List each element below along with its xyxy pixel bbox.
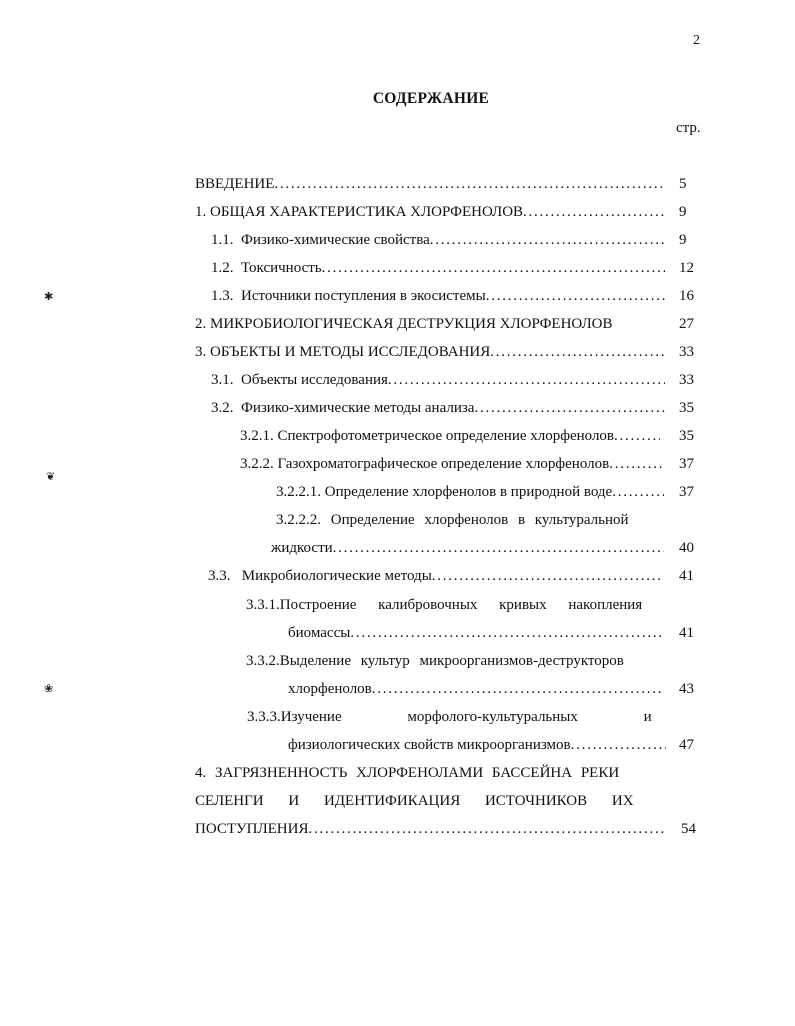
toc-entry-title: жидкости xyxy=(271,540,333,556)
toc-entry-page: 9 xyxy=(679,204,687,220)
toc-entry xyxy=(195,172,665,196)
toc-entry-title: 3.1. Объекты исследования xyxy=(211,372,388,388)
toc-entry-title: 4. ЗАГРЯЗНЕННОСТЬ ХЛОРФЕНОЛАМИ БАССЕЙНА РЕКИ xyxy=(195,765,620,781)
toc-entry xyxy=(211,396,665,420)
toc-entry-page: 47 xyxy=(679,737,694,753)
toc-entry-page: 37 xyxy=(679,484,694,500)
toc-entry-title: 1.3. Источники поступления в экосистемы xyxy=(211,288,486,304)
toc-entry-title: 3.2.2. Газохроматографическое определение хлорфенолов xyxy=(240,456,610,472)
toc-entry xyxy=(240,424,660,448)
toc-entry-title: 3. ОБЪЕКТЫ И МЕТОДЫ ИССЛЕДОВАНИЯ xyxy=(195,344,491,360)
toc-entry xyxy=(211,256,665,280)
toc-entry-page: 54 xyxy=(681,821,696,837)
page-title: СОДЕРЖАНИЕ xyxy=(372,90,490,107)
toc-entry-page: 35 xyxy=(679,428,694,444)
toc-entry-title: ПОСТУПЛЕНИЯ xyxy=(195,821,309,837)
toc-entry xyxy=(288,677,662,701)
toc-entry-title: 3.2.2.2. Определение хлорфенолов в культуральной xyxy=(276,512,629,528)
scan-mark: ❀ xyxy=(44,682,54,695)
toc-entry-page: 33 xyxy=(679,344,694,360)
toc-entry xyxy=(211,284,665,308)
toc-entry xyxy=(288,621,664,645)
toc-entry-title: 1.1. Физико-химические свойства xyxy=(211,232,430,248)
toc-entry xyxy=(208,564,662,588)
toc-entry-title: 1. ОБЩАЯ ХАРАКТЕРИСТИКА ХЛОРФЕНОЛОВ xyxy=(195,204,524,220)
toc-entry xyxy=(195,817,665,841)
page-column-label: стр. xyxy=(676,120,701,136)
toc-entry xyxy=(195,340,665,364)
toc-entry-title: 3.2. Физико-химические методы анализа xyxy=(211,400,475,416)
toc-entry-title: 3.3.1.Построение калибровочных кривых накопления xyxy=(246,597,643,613)
toc-entry xyxy=(271,536,664,560)
toc-entry xyxy=(276,480,664,504)
toc-entry-page: 41 xyxy=(679,568,694,584)
toc-entry-page: 41 xyxy=(679,625,694,641)
toc-entry-title: ВВЕДЕНИЕ xyxy=(195,176,275,192)
toc-entry xyxy=(288,733,666,757)
toc-entry-page: 43 xyxy=(679,681,694,697)
toc-entry-title: 3.2.1. Спектрофотометрическое определение хлорфенолов xyxy=(240,428,615,444)
toc-entry-title: СЕЛЕНГИ И ИДЕНТИФИКАЦИЯ ИСТОЧНИКОВ ИХ xyxy=(195,793,634,809)
toc-entry-title: 1.2. Токсичность xyxy=(211,260,322,276)
toc-entry-title: 3.2.2.1. Определение хлорфенолов в природной воде xyxy=(276,484,613,500)
scan-mark: ❦ xyxy=(46,470,56,483)
toc-entry-page: 12 xyxy=(679,260,694,276)
toc-entry-title: хлорфенолов xyxy=(288,681,372,697)
toc-entry-title: физиологических свойств микроорганизмов xyxy=(288,737,571,753)
toc-entry xyxy=(211,368,665,392)
page-number: 2 xyxy=(693,33,700,48)
toc-entry xyxy=(240,452,662,476)
toc-entry-page: 35 xyxy=(679,400,694,416)
toc-entry-page: 40 xyxy=(679,540,694,556)
toc-entry-page: 27 xyxy=(679,316,694,332)
toc-entry-page: 33 xyxy=(679,372,694,388)
toc-entry xyxy=(211,228,665,252)
toc-entry-title: биомассы xyxy=(288,625,351,641)
toc-entry-title: 3.3.2.Выделение культур микроорганизмов-деструкторов xyxy=(246,653,624,669)
toc-entry-page: 5 xyxy=(679,176,687,192)
toc-entry xyxy=(195,200,665,224)
toc-entry-page: 16 xyxy=(679,288,694,304)
toc-entry-title: 3.3.3.Изучение морфолого-культуральных и xyxy=(247,709,652,725)
scan-mark: ✱ xyxy=(44,290,54,303)
toc-entry-page: 9 xyxy=(679,232,687,248)
toc-entry-title: 2. МИКРОБИОЛОГИЧЕСКАЯ ДЕСТРУКЦИЯ ХЛОРФЕНОЛОВ xyxy=(195,316,613,332)
toc-entry-page: 37 xyxy=(679,456,694,472)
toc-entry-title: 3.3. Микробиологические методы xyxy=(208,568,432,584)
